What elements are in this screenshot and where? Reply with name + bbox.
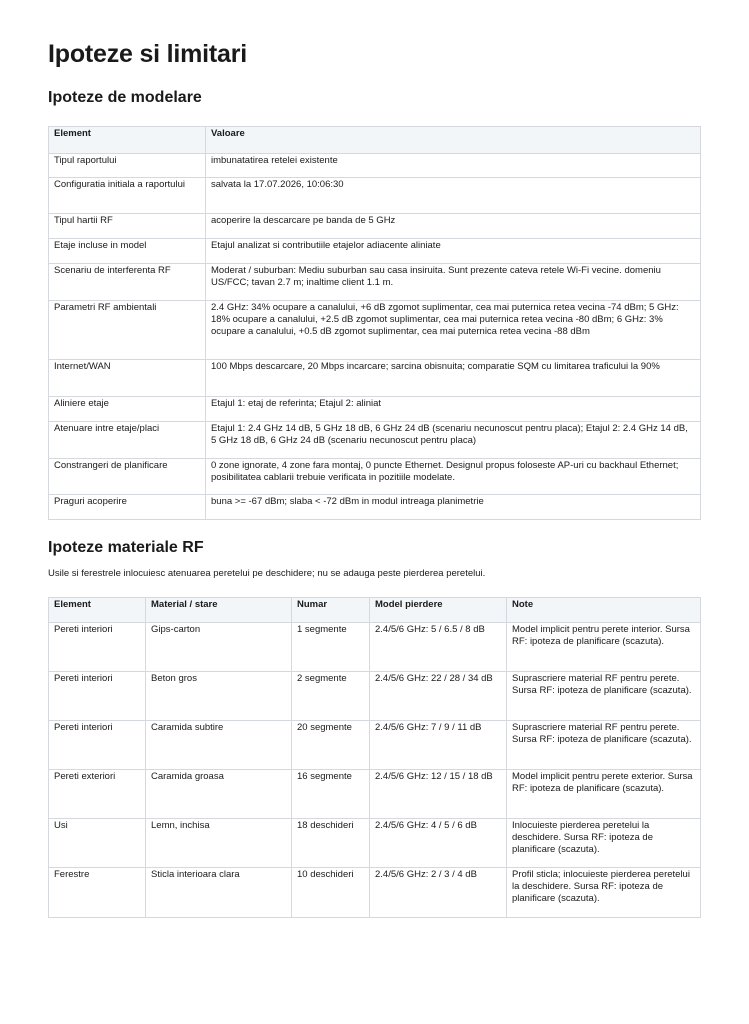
cell-value: Moderat / suburban: Mediu suburban sau casa insiruita. Sunt prezente cateva retele Wi-Fi vecine. domeniu US/FCC; tavan 2.7 m; inaltime client 1.1 m.	[206, 264, 701, 301]
cell-element: Praguri acoperire	[49, 495, 206, 520]
cell-material: Beton gros	[146, 672, 292, 721]
cell-material: Lemn, inchisa	[146, 819, 292, 868]
cell-element: Tipul hartii RF	[49, 214, 206, 239]
cell-element: Internet/WAN	[49, 360, 206, 397]
section-heading-materiale: Ipoteze materiale RF	[48, 539, 204, 556]
cell-material: Gips-carton	[146, 623, 292, 672]
cell-notes: Inlocuieste pierderea peretelui la deschidere. Sursa RF: ipoteza de planificare (scazuta).	[507, 819, 701, 868]
table-row	[49, 495, 701, 520]
column-header: Model pierdere	[370, 598, 507, 623]
cell-count: 2 segmente	[292, 672, 370, 721]
table-row	[49, 301, 701, 360]
table-header-row	[49, 598, 701, 623]
cell-notes: Suprascriere material RF pentru perete. Sursa RF: ipoteza de planificare (scazuta).	[507, 721, 701, 770]
table-row	[49, 623, 701, 672]
cell-value: salvata la 17.07.2026, 10:06:30	[206, 178, 701, 214]
column-header: Element	[49, 598, 146, 623]
section-heading-modelare: Ipoteze de modelare	[48, 89, 202, 106]
cell-notes: Model implicit pentru perete interior. Sursa RF: ipoteza de planificare (scazuta).	[507, 623, 701, 672]
cell-value: buna >= -67 dBm; slaba < -72 dBm in modul intreaga planimetrie	[206, 495, 701, 520]
section-intro: Usile si ferestrele inlocuiesc atenuarea peretelui pe deschidere; nu se adauga peste pierderea peretelui.	[48, 568, 486, 579]
cell-element: Constrangeri de planificare	[49, 459, 206, 495]
cell-element: Aliniere etaje	[49, 397, 206, 422]
cell-element: Tipul raportului	[49, 154, 206, 178]
cell-element: Etaje incluse in model	[49, 239, 206, 264]
cell-notes: Suprascriere material RF pentru perete. Sursa RF: ipoteza de planificare (scazuta).	[507, 672, 701, 721]
page-title: Ipoteze si limitari	[48, 40, 248, 68]
table-row	[49, 422, 701, 459]
cell-element: Pereti interiori	[49, 672, 146, 721]
cell-value: imbunatatirea retelei existente	[206, 154, 701, 178]
cell-element: Ferestre	[49, 868, 146, 918]
cell-value: 2.4 GHz: 34% ocupare a canalului, +6 dB zgomot suplimentar, cea mai puternica retea vecina -74 dBm; 5 GHz: 18% ocupare a canalului, +2.5 dB zgomot suplimentar, cea mai puternica retea vecina -80 dBm; 6 GHz: 3% ocupare a canalului, +0.5 dB zgomot suplimentar, cea mai puternica retea vecina -88 dBm	[206, 301, 701, 360]
table-row	[49, 397, 701, 422]
cell-loss-model: 2.4/5/6 GHz: 5 / 6.5 / 8 dB	[370, 623, 507, 672]
cell-notes: Model implicit pentru perete exterior. Sursa RF: ipoteza de planificare (scazuta).	[507, 770, 701, 819]
column-header: Note	[507, 598, 701, 623]
cell-value: Etajul 1: etaj de referinta; Etajul 2: aliniat	[206, 397, 701, 422]
cell-material: Sticla interioara clara	[146, 868, 292, 918]
cell-element: Pereti exteriori	[49, 770, 146, 819]
table-row	[49, 239, 701, 264]
cell-count: 20 segmente	[292, 721, 370, 770]
cell-loss-model: 2.4/5/6 GHz: 4 / 5 / 6 dB	[370, 819, 507, 868]
table-row	[49, 360, 701, 397]
cell-element: Pereti interiori	[49, 721, 146, 770]
cell-count: 18 deschideri	[292, 819, 370, 868]
cell-material: Caramida groasa	[146, 770, 292, 819]
cell-value: Etajul 1: 2.4 GHz 14 dB, 5 GHz 18 dB, 6 GHz 24 dB (scenariu necunoscut pentru placa); Etajul 2: 2.4 GHz 14 dB, 5 GHz 18 dB, 6 GHz 24 dB (scenariu necunoscut pentru placa)	[206, 422, 701, 459]
table-row	[49, 214, 701, 239]
cell-material: Caramida subtire	[146, 721, 292, 770]
table-row	[49, 672, 701, 721]
cell-loss-model: 2.4/5/6 GHz: 7 / 9 / 11 dB	[370, 721, 507, 770]
cell-element: Configuratia initiala a raportului	[49, 178, 206, 214]
table-row	[49, 178, 701, 214]
table-row	[49, 868, 701, 918]
rf-materials-table	[48, 597, 701, 918]
cell-loss-model: 2.4/5/6 GHz: 2 / 3 / 4 dB	[370, 868, 507, 918]
table-row	[49, 721, 701, 770]
table-row	[49, 154, 701, 178]
cell-element: Pereti interiori	[49, 623, 146, 672]
cell-notes: Profil sticla; inlocuieste pierderea peretelui la deschidere. Sursa RF: ipoteza de planificare (scazuta).	[507, 868, 701, 918]
column-header: Element	[49, 127, 206, 154]
cell-value: acoperire la descarcare pe banda de 5 GHz	[206, 214, 701, 239]
modeling-assumptions-table	[48, 126, 701, 520]
cell-element: Parametri RF ambientali	[49, 301, 206, 360]
cell-count: 16 segmente	[292, 770, 370, 819]
cell-loss-model: 2.4/5/6 GHz: 22 / 28 / 34 dB	[370, 672, 507, 721]
table-row	[49, 459, 701, 495]
cell-loss-model: 2.4/5/6 GHz: 12 / 15 / 18 dB	[370, 770, 507, 819]
cell-value: Etajul analizat si contributiile etajelor adiacente aliniate	[206, 239, 701, 264]
cell-element: Scenariu de interferenta RF	[49, 264, 206, 301]
column-header: Valoare	[206, 127, 701, 154]
table-row	[49, 770, 701, 819]
table-row	[49, 819, 701, 868]
column-header: Numar	[292, 598, 370, 623]
cell-value: 0 zone ignorate, 4 zone fara montaj, 0 puncte Ethernet. Designul propus foloseste AP-uri cu backhaul Ethernet; posibilitatea cablarii trebuie verificata in pozitiile modelate.	[206, 459, 701, 495]
cell-value: 100 Mbps descarcare, 20 Mbps incarcare; sarcina obisnuita; comparatie SQM cu limitarea traficului la 90%	[206, 360, 701, 397]
cell-element: Usi	[49, 819, 146, 868]
cell-count: 10 deschideri	[292, 868, 370, 918]
table-row	[49, 264, 701, 301]
column-header: Material / stare	[146, 598, 292, 623]
table-header-row	[49, 127, 701, 154]
cell-count: 1 segmente	[292, 623, 370, 672]
cell-element: Atenuare intre etaje/placi	[49, 422, 206, 459]
